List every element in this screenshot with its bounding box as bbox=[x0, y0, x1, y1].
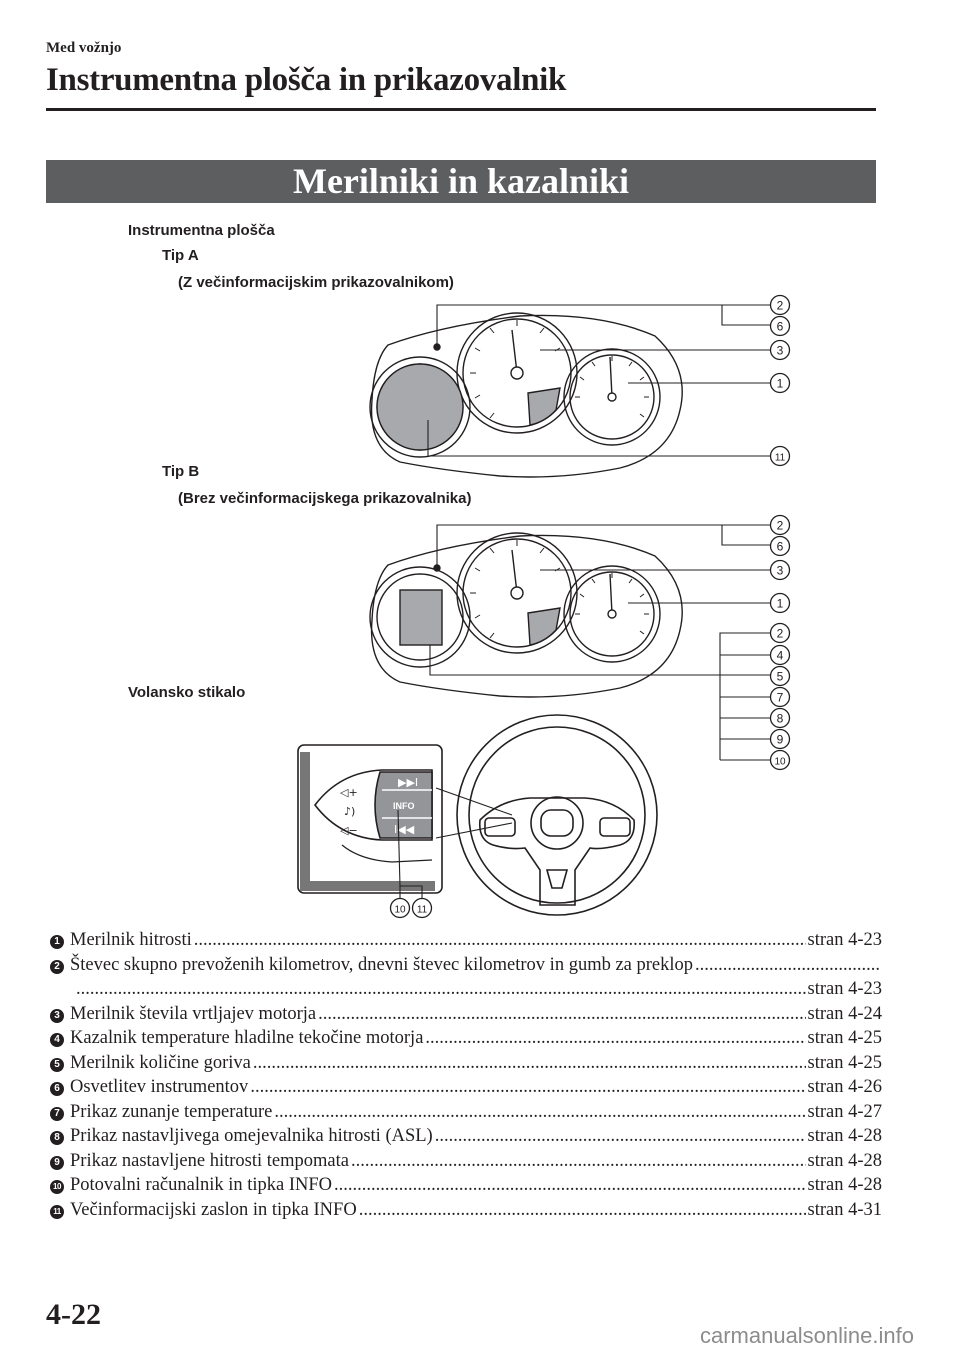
info-display-b bbox=[400, 590, 442, 645]
item-text: Kazalnik temperature hladilne tekočine motorja bbox=[70, 1028, 424, 1048]
item-number-badge: 6 bbox=[50, 1082, 64, 1096]
section-label: Med vožnjo bbox=[46, 40, 122, 56]
caption-steering-switch: Volansko stikalo bbox=[128, 684, 246, 701]
item-text: Prikaz nastavljene hitrosti tempomata bbox=[70, 1150, 349, 1171]
dot-leader bbox=[695, 953, 880, 978]
skip-back-icon: I◀◀ bbox=[394, 823, 415, 836]
list-item bbox=[46, 1075, 882, 1100]
dot-leader bbox=[359, 1198, 806, 1223]
callout-b-6: 6 bbox=[776, 539, 784, 554]
switch-inset bbox=[298, 745, 442, 893]
item-number-badge: 4 bbox=[50, 1033, 64, 1047]
callout-a-11: 11 bbox=[774, 452, 786, 464]
page-reference: stran 4-28 bbox=[807, 1126, 882, 1146]
callout-a-6: 6 bbox=[776, 319, 784, 334]
callout-b-3: 3 bbox=[776, 563, 784, 578]
item-text: Potovalni računalnik in tipka INFO bbox=[70, 1175, 333, 1195]
dot-leader bbox=[334, 1173, 805, 1198]
item-number-badge: 10 bbox=[50, 1180, 64, 1194]
list-item bbox=[46, 1149, 882, 1174]
volume-down-icon: ◁− bbox=[340, 824, 358, 837]
item-number-badge: 9 bbox=[50, 1156, 64, 1170]
caption-type-b: Tip B bbox=[162, 463, 200, 480]
item-number-badge: 7 bbox=[50, 1107, 64, 1121]
voice-icon: ♪) bbox=[344, 805, 356, 818]
page-reference: stran 4-26 bbox=[807, 1077, 882, 1097]
tick-marks-b bbox=[470, 540, 649, 638]
page-reference: stran 4-24 bbox=[807, 1003, 882, 1024]
callout-b-2: 2 bbox=[776, 518, 784, 533]
page-reference: stran 4-27 bbox=[807, 1101, 882, 1122]
list-item bbox=[46, 1173, 882, 1198]
page-reference: stran 4-25 bbox=[807, 1052, 882, 1073]
caption-instrument-panel: Instrumentna plošča bbox=[128, 222, 275, 239]
callout-steering-10: 10 bbox=[394, 904, 406, 916]
item-text: Prikaz zunanje temperature bbox=[70, 1101, 273, 1122]
list-item bbox=[46, 1051, 882, 1076]
list-item bbox=[46, 1100, 882, 1125]
dot-leader bbox=[435, 1124, 806, 1149]
callout-a-1: 1 bbox=[776, 376, 784, 391]
callout-b-10: 10 bbox=[774, 756, 786, 768]
list-item-continuation bbox=[46, 977, 882, 1002]
item-text: Merilnik količine goriva bbox=[70, 1052, 251, 1073]
item-text: Prikaz nastavljivega omejevalnika hitrosti (ASL) bbox=[70, 1126, 433, 1146]
page-reference: stran 4-28 bbox=[807, 1150, 882, 1171]
item-number-badge: 11 bbox=[50, 1205, 64, 1219]
item-number-badge: 1 bbox=[50, 935, 64, 949]
caption-type-a-sub: (Z večinformacijskim prikazovalnikom) bbox=[178, 274, 454, 291]
dot-leader bbox=[318, 1002, 805, 1027]
dot-leader bbox=[253, 1051, 806, 1076]
item-number-badge: 3 bbox=[50, 1009, 64, 1023]
list-item bbox=[46, 1026, 882, 1051]
dot-leader bbox=[425, 1026, 805, 1051]
volume-up-icon: ◁+ bbox=[340, 786, 358, 799]
callout-b-2b: 2 bbox=[776, 626, 784, 641]
caption-type-b-sub: (Brez večinformacijskega prikazovalnika) bbox=[178, 490, 472, 507]
info-button-label: INFO bbox=[393, 801, 415, 811]
list-item bbox=[46, 953, 882, 978]
item-number-badge: 8 bbox=[50, 1131, 64, 1145]
item-text: Merilnik števila vrtljajev motorja bbox=[70, 1003, 317, 1024]
leader-lines-a bbox=[428, 305, 770, 456]
callout-b-8: 8 bbox=[776, 711, 784, 726]
section-banner: Merilniki in kazalniki bbox=[46, 160, 876, 203]
callout-b-9: 9 bbox=[776, 732, 784, 747]
page-reference: stran 4-31 bbox=[807, 1199, 882, 1220]
list-item bbox=[46, 1124, 882, 1149]
item-text: Merilnik hitrosti bbox=[70, 930, 192, 950]
page-reference: stran 4-23 bbox=[807, 930, 882, 950]
multi-info-display-a bbox=[377, 364, 463, 450]
list-item bbox=[46, 1002, 882, 1027]
callout-a-3: 3 bbox=[776, 343, 784, 358]
callout-b-7: 7 bbox=[776, 690, 784, 705]
page-reference: stran 4-28 bbox=[807, 1175, 882, 1195]
watermark: carmanualsonline.info bbox=[699, 1323, 914, 1348]
dot-leader bbox=[274, 1100, 805, 1125]
callout-b-1: 1 bbox=[776, 596, 784, 611]
callout-a-2: 2 bbox=[776, 298, 784, 313]
reference-list bbox=[46, 928, 882, 1222]
item-text: Osvetlitev instrumentov bbox=[70, 1077, 249, 1097]
page-reference: stran 4-23 bbox=[807, 979, 882, 999]
steering-wheel bbox=[457, 715, 657, 915]
callout-b-4: 4 bbox=[776, 648, 784, 663]
list-item bbox=[46, 1198, 882, 1223]
callout-b-5: 5 bbox=[776, 669, 784, 684]
list-item bbox=[46, 928, 882, 953]
item-number-badge: 5 bbox=[50, 1058, 64, 1072]
item-text: Števec skupno prevoženih kilometrov, dnevni števec kilometrov in gumb za preklop bbox=[70, 954, 694, 975]
dot-leader bbox=[351, 1149, 806, 1174]
skip-forward-icon: ▶▶I bbox=[398, 776, 419, 789]
dot-leader bbox=[76, 977, 806, 1002]
tick-marks-a bbox=[470, 320, 649, 418]
page-reference: stran 4-25 bbox=[807, 1028, 882, 1048]
dot-leader bbox=[194, 928, 806, 953]
dot-leader bbox=[250, 1075, 805, 1100]
page-number: 4-22 bbox=[46, 1298, 101, 1331]
page-title: Instrumentna plošča in prikazovalnik bbox=[46, 62, 567, 98]
item-text: Večinformacijski zaslon in tipka INFO bbox=[70, 1199, 357, 1220]
caption-type-a: Tip A bbox=[162, 247, 199, 264]
item-number-badge: 2 bbox=[50, 960, 64, 974]
callout-steering-11: 11 bbox=[416, 904, 428, 916]
